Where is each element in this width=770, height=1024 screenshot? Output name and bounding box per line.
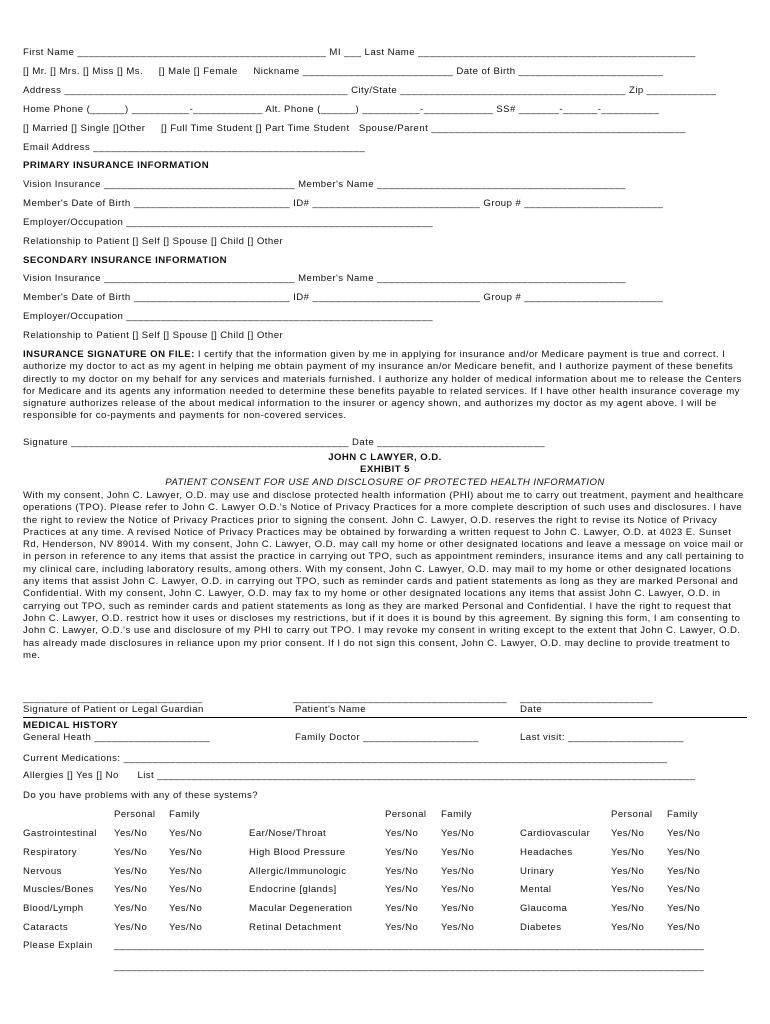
consent-date-blank[interactable]: _______________________ <box>520 693 654 704</box>
secondary-insurance-heading: SECONDARY INSURANCE INFORMATION <box>23 255 228 266</box>
primary-insurance-heading: PRIMARY INSURANCE INFORMATION <box>23 160 210 171</box>
personal-yes-no[interactable]: Yes/No <box>385 865 419 877</box>
personal-yes-no[interactable]: Yes/No <box>114 828 148 839</box>
personal-yes-no[interactable]: Yes/No <box>611 922 645 933</box>
personal-column-header: Personal <box>114 809 156 820</box>
system-label: Cardiovascular <box>520 828 591 839</box>
system-label: Cataracts <box>23 922 69 933</box>
doctor-name: JOHN C LAWYER, O.D. <box>328 452 442 463</box>
family-yes-no[interactable]: Yes/No <box>169 846 203 858</box>
secondary-vision-line[interactable]: Vision Insurance _________________________________ Member's Name ___________________________________________ <box>23 273 626 284</box>
medical-history-heading: MEDICAL HISTORY <box>23 720 119 731</box>
address-line[interactable]: Address _________________________________________________ City/State _______________________________________ Zip ____________ <box>23 85 717 96</box>
secondary-employer-line[interactable]: Employer/Occupation _____________________________________________________ <box>23 311 434 322</box>
section-divider <box>23 717 747 718</box>
systems-question: Do you have problems with any of these systems? <box>23 790 258 801</box>
system-label: High Blood Pressure <box>249 846 346 858</box>
family-yes-no[interactable]: Yes/No <box>441 828 475 839</box>
insurance-signature-paragraph <box>23 349 747 423</box>
personal-yes-no[interactable]: Yes/No <box>114 903 148 915</box>
personal-yes-no[interactable]: Yes/No <box>114 865 148 877</box>
family-yes-no[interactable]: Yes/No <box>441 846 475 858</box>
personal-yes-no[interactable]: Yes/No <box>114 846 148 858</box>
family-yes-no[interactable]: Yes/No <box>169 922 203 933</box>
signature-on-file-label: INSURANCE SIGNATURE ON FILE: <box>23 349 195 360</box>
personal-yes-no[interactable]: Yes/No <box>611 846 645 858</box>
family-yes-no[interactable]: Yes/No <box>667 828 701 839</box>
patient-name-label: Patient's Name <box>295 704 367 715</box>
consent-date-label: Date <box>520 704 543 715</box>
family-column-header: Family <box>169 809 200 820</box>
personal-yes-no[interactable]: Yes/No <box>385 884 419 896</box>
personal-yes-no[interactable]: Yes/No <box>611 865 645 877</box>
please-explain-label: Please Explain <box>23 940 93 951</box>
secondary-relationship-line[interactable]: Relationship to Patient [] Self [] Spouse [] Child [] Other <box>23 330 284 341</box>
first-name-line[interactable]: First Name ___________________________________________ MI ___ Last Name ________________________________________________ <box>23 47 696 58</box>
family-yes-no[interactable]: Yes/No <box>667 846 701 858</box>
system-label: Endocrine [glands] <box>249 884 337 896</box>
primary-vision-line[interactable]: Vision Insurance _________________________________ Member's Name ___________________________________________ <box>23 179 626 190</box>
personal-yes-no[interactable]: Yes/No <box>385 903 419 915</box>
family-yes-no[interactable]: Yes/No <box>667 903 701 915</box>
phone-line[interactable]: Home Phone (______) __________-____________ Alt. Phone (______) __________-____________ SS# _______-______-__________ <box>23 104 660 115</box>
system-label: Nervous <box>23 865 62 877</box>
guardian-signature-blank[interactable]: _______________________________ <box>23 693 203 704</box>
system-label: Macular Degeneration <box>249 903 353 915</box>
family-yes-no[interactable]: Yes/No <box>169 865 203 877</box>
personal-yes-no[interactable]: Yes/No <box>114 884 148 896</box>
primary-relationship-line[interactable]: Relationship to Patient [] Self [] Spouse [] Child [] Other <box>23 236 284 247</box>
family-yes-no[interactable]: Yes/No <box>441 884 475 896</box>
title-gender-line[interactable]: [] Mr. [] Mrs. [] Miss [] Ms. [] Male [] Female Nickname __________________________ Date of Birth _________________________ <box>23 66 664 77</box>
explain-line-1[interactable]: ______________________________________________________________________________________________________ <box>114 940 705 951</box>
family-yes-no[interactable]: Yes/No <box>441 922 475 933</box>
personal-column-header: Personal <box>611 809 653 820</box>
signature-on-file-text: I certify that the information given by me in applying for insurance and/or Medicare payment is true and correct. I authorize my doctor to act as my agent in helping me obtain payment of my insurance an/or Medicare benefit, and I authorize payment of these benefits directly to my doctor on my behalf for any services and materials furnished. I authorize any holder of medical information about me to release the Centers for Medicare and its agents any information needed to determine these benefits payable to related services. If I have other health insurance coverage my signature authorizes release of the about medical information to the insurer or agency shown, and authorizes my doctor as my agent above. I will be responsible for co-payments and payments for non-covered services. <box>23 349 742 422</box>
system-label: Urinary <box>520 865 555 877</box>
family-yes-no[interactable]: Yes/No <box>169 828 203 839</box>
personal-yes-no[interactable]: Yes/No <box>114 922 148 933</box>
secondary-member-line[interactable]: Member's Date of Birth ___________________________ ID# _____________________________ Group # ________________________ <box>23 292 664 303</box>
marital-status-line[interactable]: [] Married [] Single []Other [] Full Time Student [] Part Time Student Spouse/Parent ____________________________________________ <box>23 123 686 134</box>
family-yes-no[interactable]: Yes/No <box>667 922 701 933</box>
system-label: Mental <box>520 884 552 896</box>
primary-member-line[interactable]: Member's Date of Birth ___________________________ ID# _____________________________ Group # ________________________ <box>23 198 664 209</box>
system-label: Blood/Lymph <box>23 903 84 915</box>
personal-yes-no[interactable]: Yes/No <box>611 884 645 896</box>
allergies-line[interactable]: Allergies [] Yes [] No List _____________________________________________________________________________________________ <box>23 770 696 781</box>
last-visit-line[interactable]: Last visit: ____________________ <box>520 732 684 743</box>
personal-yes-no[interactable]: Yes/No <box>611 903 645 915</box>
system-label: Glaucoma <box>520 903 568 915</box>
patient-name-blank[interactable]: _____________________________________ <box>293 693 508 704</box>
family-yes-no[interactable]: Yes/No <box>169 884 203 896</box>
personal-yes-no[interactable]: Yes/No <box>611 828 645 839</box>
family-column-header: Family <box>441 809 472 820</box>
family-column-header: Family <box>667 809 698 820</box>
family-doctor-line[interactable]: Family Doctor ____________________ <box>295 732 479 743</box>
system-label: Allergic/Immunologic <box>249 865 347 877</box>
exhibit-label: EXHIBIT 5 <box>360 464 410 475</box>
family-yes-no[interactable]: Yes/No <box>169 903 203 915</box>
system-label: Headaches <box>520 846 573 858</box>
guardian-signature-label: Signature of Patient or Legal Guardian <box>23 704 204 715</box>
general-health-line[interactable]: General Heath ____________________ <box>23 732 211 743</box>
system-label: Muscles/Bones <box>23 884 94 896</box>
consent-paragraph: With my consent, John C. Lawyer, O.D. may use and disclose protected health information (PHI) about me to carry out treatment, payment and healthcare operations (TPO). Please refer to John C. Lawyer O.D.'s Notice of Privacy Practices for a more complete description of such uses and disclosures. I have the right to review the Notice of Privacy Practices prior to signing the consent. John C. Lawyer, O.D. reserves the right to revise its Notice of Privacy Practices at any time. A revised Notice of Privacy Practices may be obtained by forwarding a written request to John C. Lawyer, O.D. at 4023 E. Sunset Rd, Henderson, NV 89014. With my consent, John C. Lawyer, O.D. may call my home or other designated locations and leave a message on voice mail or in person in reference to any items that assist the practice in carrying out TPO, such as appointment reminders, insurance items and any call pertaining to my clinical care, including laboratory results, among others. With my consent, John C. Lawyer, O.D. may mail to my home or other designated locations any items that assist John C. Lawyer, O.D. in carrying out TPO, such as reminder cards and patient statements as long as they are marked Personal and Confidential. With my consent, John C. Lawyer, O.D. may fax to my home or other designated locations any items that assist John C. Lawyer, O.D. in carrying out TPO, such as reminder cards and patient statements as long as they are marked Personal and Confidential. I have the right to request that John C. Lawyer, O.D. restrict how it uses or discloses my restrictions, but if it does it is bound by this agreement. By signing this form, I am consenting to John C. Lawyer, O.D.'s use and disclosure of my PHI to carry out TPO. I may revoke my consent in writing except to the extent that John C. Lawyer, O.D. has already made disclosures in reliance upon my prior consent. If I do not sign this consent, John C. Lawyer, O.D. may decline to provide treatment to me. <box>23 490 745 661</box>
system-label: Gastrointestinal <box>23 828 97 839</box>
system-label: Ear/Nose/Throat <box>249 828 327 839</box>
family-yes-no[interactable]: Yes/No <box>667 865 701 877</box>
family-yes-no[interactable]: Yes/No <box>441 903 475 915</box>
insurance-signature-line[interactable]: Signature ________________________________________________ Date _____________________________ <box>23 437 546 448</box>
personal-column-header: Personal <box>385 809 427 820</box>
consent-title: PATIENT CONSENT FOR USE AND DISCLOSURE OF PROTECTED HEALTH INFORMATION <box>165 477 605 488</box>
system-label: Diabetes <box>520 922 562 933</box>
personal-yes-no[interactable]: Yes/No <box>385 922 419 933</box>
personal-yes-no[interactable]: Yes/No <box>385 828 419 839</box>
email-line[interactable]: Email Address _______________________________________________ <box>23 142 366 153</box>
explain-line-2[interactable]: ______________________________________________________________________________________________________ <box>114 961 705 972</box>
system-label: Retinal Detachment <box>249 922 342 933</box>
family-yes-no[interactable]: Yes/No <box>441 865 475 877</box>
system-label: Respiratory <box>23 846 78 858</box>
personal-yes-no[interactable]: Yes/No <box>385 846 419 858</box>
family-yes-no[interactable]: Yes/No <box>667 884 701 896</box>
primary-employer-line[interactable]: Employer/Occupation _____________________________________________________ <box>23 217 434 228</box>
current-medications-line[interactable]: Current Medications: ______________________________________________________________________________________________ <box>23 753 668 764</box>
